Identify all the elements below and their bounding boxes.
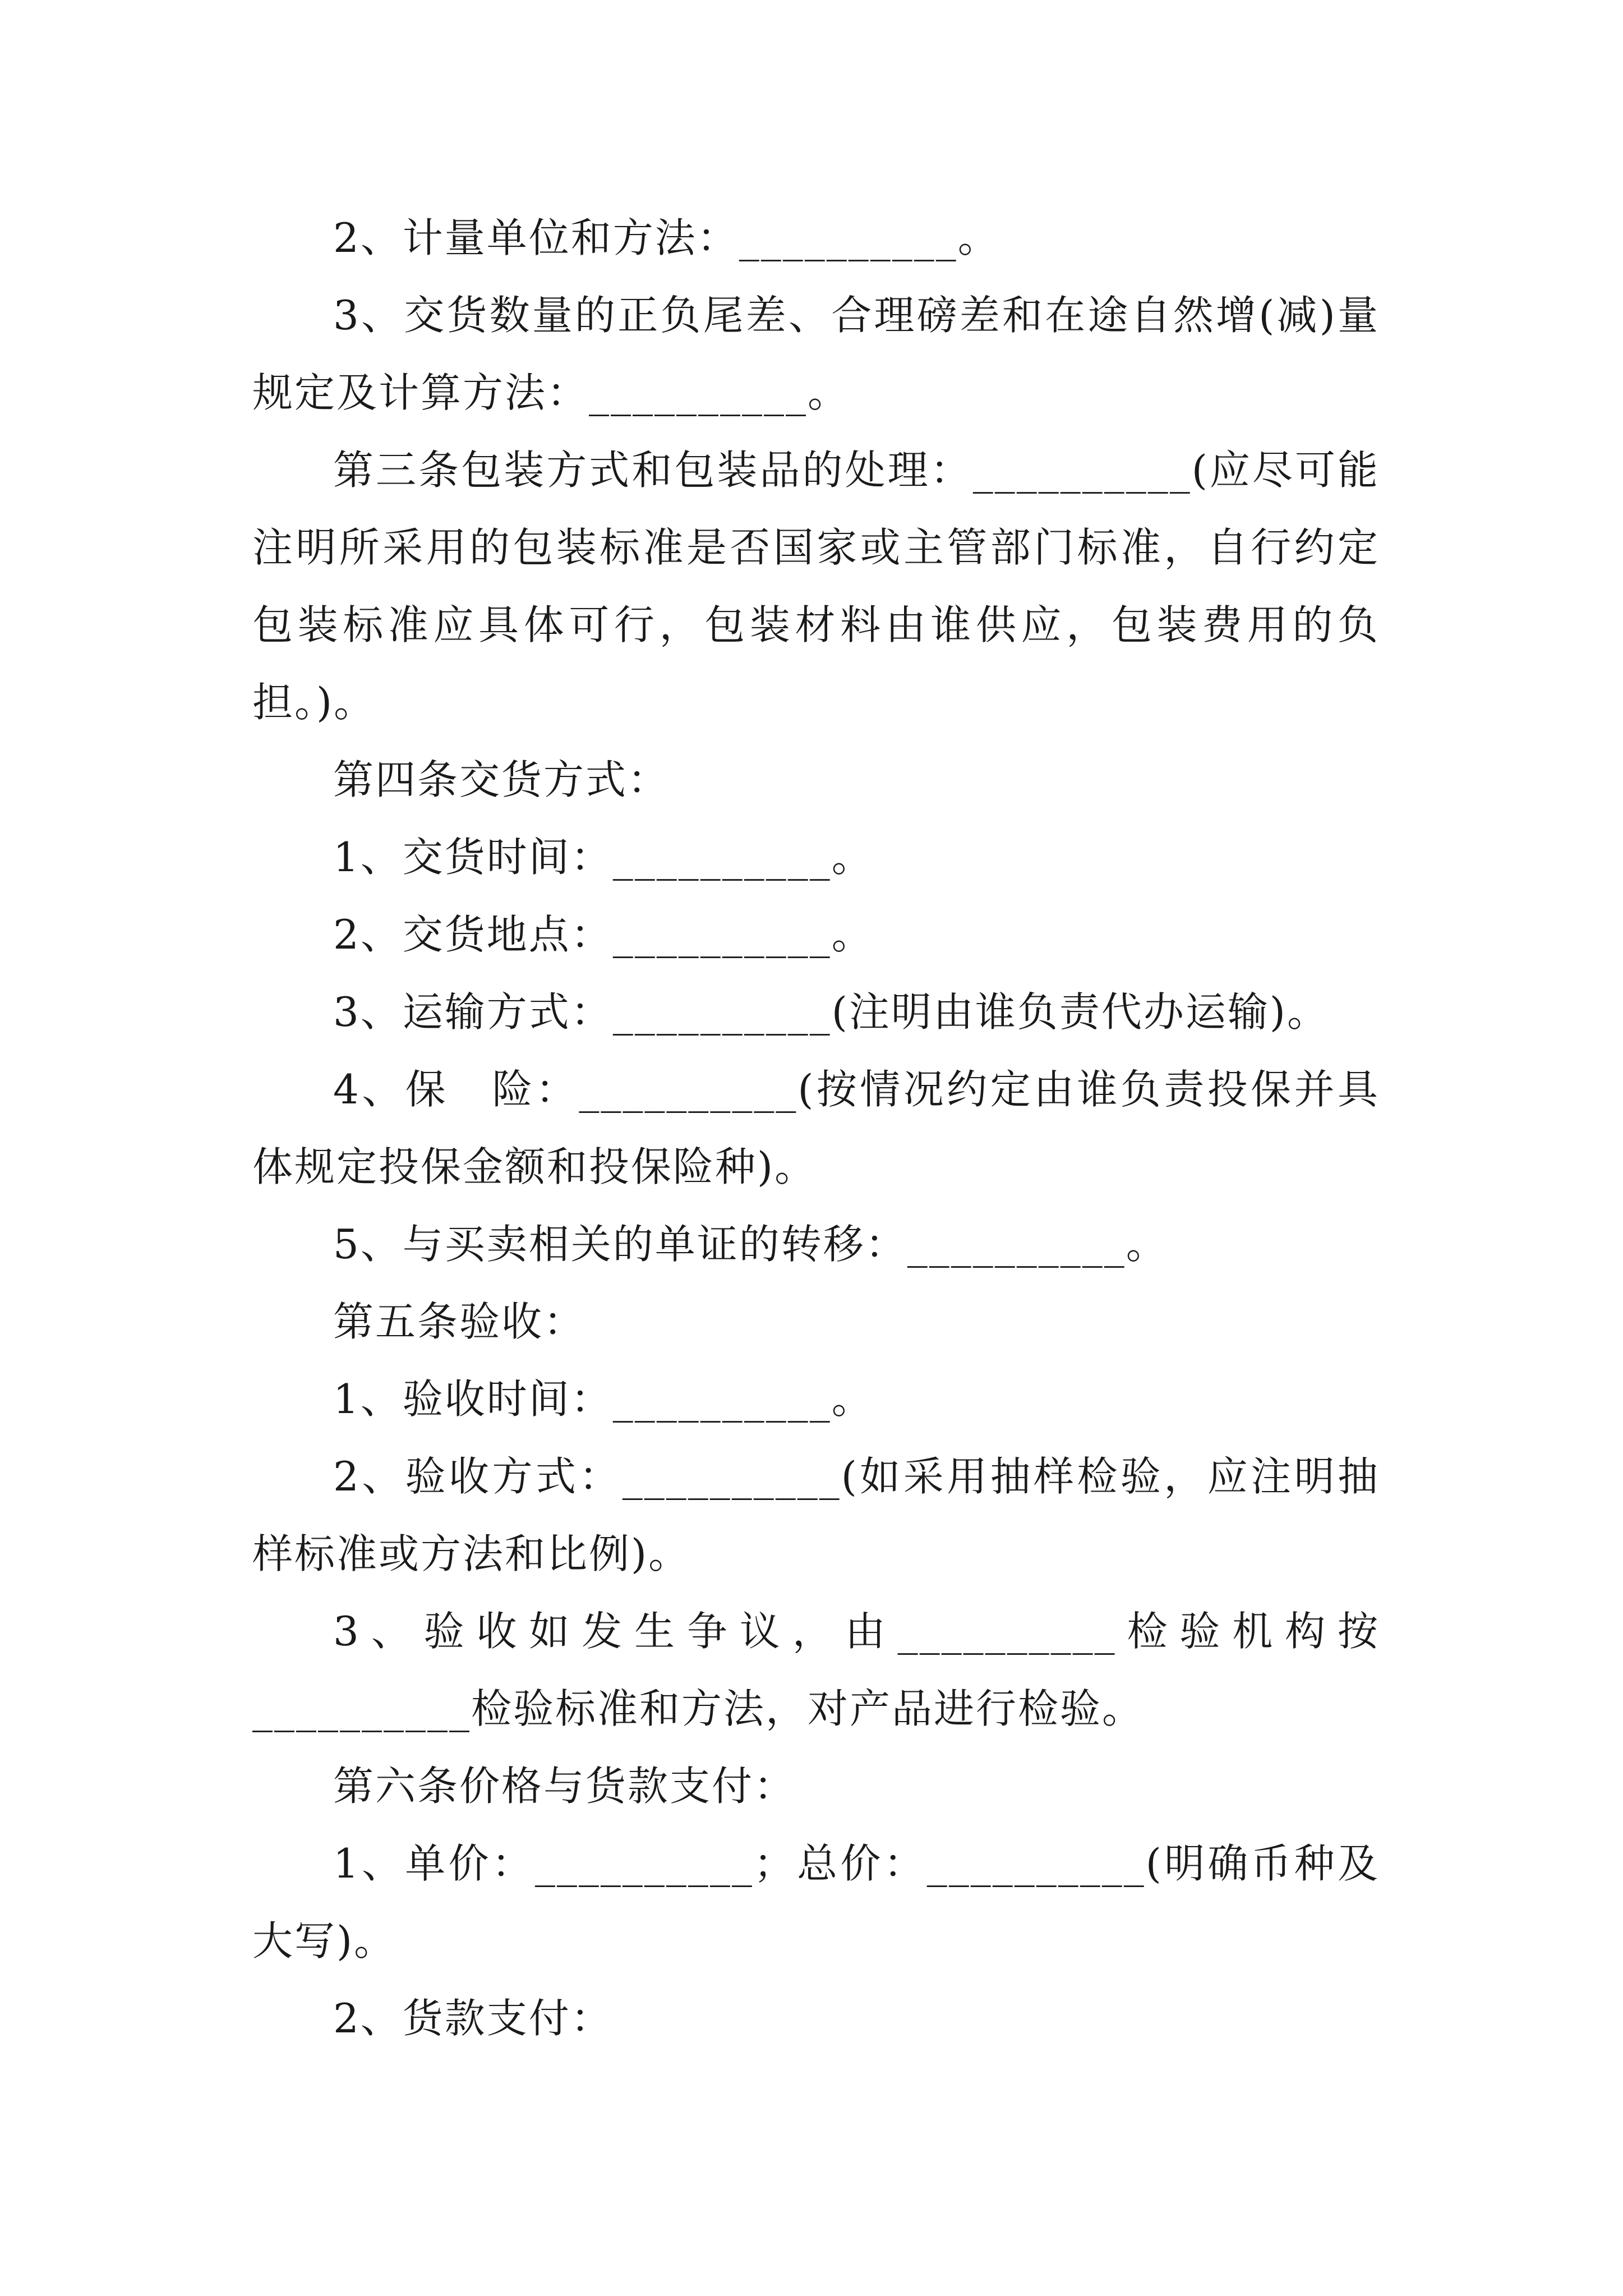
article-5-heading: 第五条验收： xyxy=(333,1298,586,1345)
clause-payment: 2、货款支付： xyxy=(333,1995,613,2042)
clause-inspection-time: 1、验收时间：__________。 xyxy=(333,1375,874,1423)
clause-price: 1、单价：__________；总价：__________(明确币种及大写)。 xyxy=(252,1840,1380,1964)
article-4-heading: 第四条交货方式： xyxy=(333,756,670,803)
clause-measurement-unit: 2、计量单位和方法：__________。 xyxy=(333,214,1000,261)
clause-quantity-tolerance: 3、交货数量的正负尾差、合理磅差和在途自然增(减)量规定及计算方法：__________。 xyxy=(252,292,1380,416)
clause-delivery-time: 1、交货时间：__________。 xyxy=(333,834,874,881)
clause-insurance: 4、保 险：__________(按情况约定由谁负责投保并具体规定投保金额和投保险种)。 xyxy=(252,1066,1380,1190)
clause-inspection-method: 2、验收方式：__________(如采用抽样检验，应注明抽样标准或方法和比例)。 xyxy=(252,1453,1380,1577)
article-6-heading: 第六条价格与货款支付： xyxy=(333,1763,796,1810)
clause-inspection-dispute: 3、验收如发生争议，由__________检验机构按__________检验标准和方法，对产品进行检验。 xyxy=(252,1608,1380,1732)
clause-transport-method: 3、运输方式：__________(注明由谁负责代办运输)。 xyxy=(333,988,1329,1036)
clause-document-transfer: 5、与买卖相关的单证的转移：__________。 xyxy=(333,1221,1168,1268)
article-3-packaging: 第三条包装方式和包装品的处理：__________(应尽可能注明所采用的包装标准是否国家或主管部门标准，自行约定包装标准应具体可行，包装材料由谁供应，包装费用的负担。)。 xyxy=(252,447,1380,726)
contract-body xyxy=(252,199,1380,2057)
clause-delivery-place: 2、交货地点：__________。 xyxy=(333,911,874,958)
